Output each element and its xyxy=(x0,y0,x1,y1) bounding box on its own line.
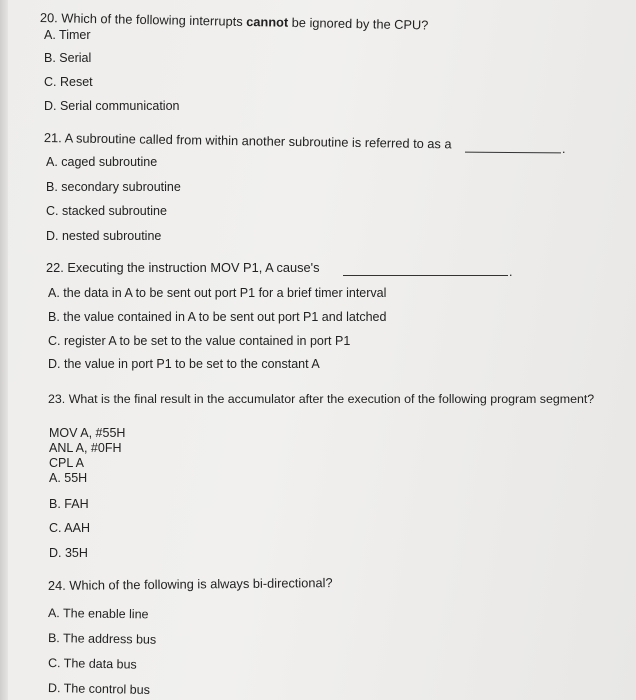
option-20b: B. Serial xyxy=(44,51,92,65)
question-number: 24. xyxy=(47,577,66,593)
code-line-2: ANL A, #0FH xyxy=(49,441,122,455)
page-edge-shadow xyxy=(0,0,8,700)
option-24d: D. The control bus xyxy=(47,681,151,697)
question-text: be ignored by the CPU? xyxy=(291,14,429,33)
question-text: Which of the following interrupts xyxy=(61,10,243,29)
option-21d: D. nested subroutine xyxy=(46,229,162,243)
question-24 xyxy=(48,575,333,593)
question-text: What is the final result in the accumulator after the execution of the following program segment? xyxy=(68,392,595,406)
code-line-1: MOV A, #55H xyxy=(49,426,126,440)
option-22c: C. register A to be set to the value contained in port P1 xyxy=(48,334,351,348)
question-text: A subroutine called from within another subroutine is referred to as a xyxy=(64,130,452,152)
question-21 xyxy=(44,130,452,151)
option-22d: D. the value in port P1 to be set to the constant A xyxy=(48,357,320,371)
answer-blank-21 xyxy=(465,152,561,154)
question-text: Executing the instruction MOV P1, A cause's xyxy=(67,260,320,275)
question-20 xyxy=(40,10,429,32)
option-23c: C. AAH xyxy=(49,521,90,535)
blank-period-21: . xyxy=(562,142,566,156)
option-20a: A. Timer xyxy=(44,28,91,42)
question-23 xyxy=(48,392,594,407)
question-text-emphasis: cannot xyxy=(246,13,289,30)
option-22a: A. the data in A to be sent out port P1 for a brief timer interval xyxy=(48,286,387,300)
option-24c: C. The data bus xyxy=(47,656,137,672)
option-20c: C. Reset xyxy=(44,75,93,89)
option-20d: D. Serial communication xyxy=(44,99,180,113)
option-23b: B. FAH xyxy=(49,497,89,511)
question-number: 21. xyxy=(43,130,62,146)
option-23d: D. 35H xyxy=(49,546,88,560)
question-number: 22. xyxy=(46,260,64,275)
option-21b: B. secondary subroutine xyxy=(46,180,181,194)
option-24b: B. The address bus xyxy=(47,631,157,647)
option-22b: B. the value contained in A to be sent out port P1 and latched xyxy=(48,310,387,324)
option-24a: A. The enable line xyxy=(47,606,149,622)
code-line-3: CPL A xyxy=(49,456,84,470)
option-23a: A. 55H xyxy=(49,471,88,485)
blank-period-22: . xyxy=(509,265,513,279)
answer-blank-22 xyxy=(343,275,508,276)
option-21c: C. stacked subroutine xyxy=(46,204,167,218)
question-text: Which of the following is always bi-directional? xyxy=(69,575,333,593)
question-22 xyxy=(46,260,319,275)
option-21a: A. caged subroutine xyxy=(46,155,158,169)
question-number: 20. xyxy=(39,10,58,26)
question-number: 23. xyxy=(48,392,66,406)
